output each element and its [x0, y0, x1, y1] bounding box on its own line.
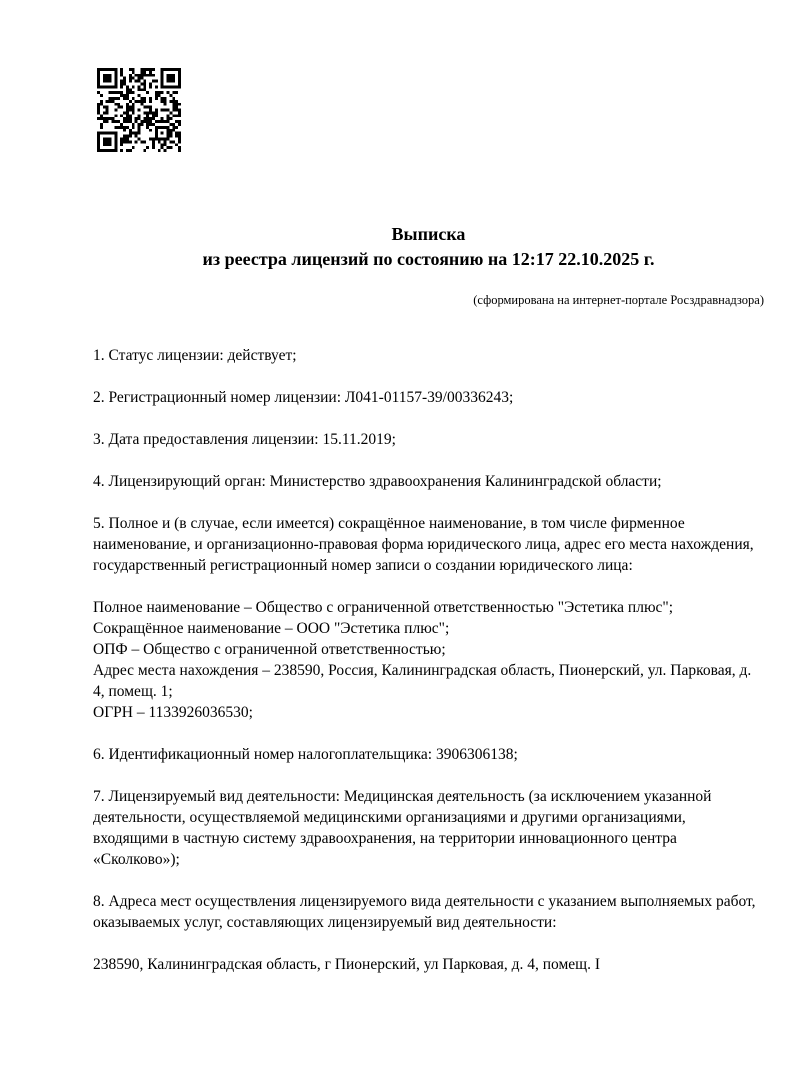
document-body	[93, 345, 764, 975]
field-full-name: Полное наименование – Общество с ограниченной ответственностью "Эстетика плюс";	[93, 599, 674, 616]
field-license-status: 1. Статус лицензии: действует;	[93, 347, 297, 364]
field-licensed-activity: 7. Лицензируемый вид деятельности: Медицинская деятельность (за исключением указанной деятельности, осуществляемой медицинскими организациями и другими организациями, входящими в частную систему здравоохранения, на территории инновационного центра «Сколково»);	[93, 788, 712, 868]
org-name-block	[93, 597, 764, 723]
field-legal-address: Адрес места нахождения – 238590, Россия, Калининградская область, Пионерский, ул. Парковая, д. 4, помещ. 1;	[93, 662, 752, 700]
document-title-line2: из реестра лицензий по состоянию на 12:17 22.10.2025 г.	[202, 249, 655, 269]
field-short-name: Сокращённое наименование – ООО "Эстетика плюс";	[93, 620, 450, 637]
field-org-info-heading: 5. Полное и (в случае, если имеется) сокращённое наименование, в том числе фирменное наименование, и организационно-правовая форма юридического лица, адрес его места нахождения, государственный регистрационный номер записи о создании юридического лица:	[93, 515, 754, 574]
field-ogrn: ОГРН – 1133926036530;	[93, 704, 253, 721]
document-title	[93, 222, 764, 272]
field-legal-form: ОПФ – Общество с ограниченной ответственностью;	[93, 641, 446, 658]
field-license-number: 2. Регистрационный номер лицензии: Л041-01157-39/00336243;	[93, 389, 514, 406]
qr-code-icon	[97, 68, 181, 152]
field-activity-address: 238590, Калининградская область, г Пионерский, ул Парковая, д. 4, помещ. I	[93, 956, 601, 973]
field-activity-addresses-heading: 8. Адреса мест осуществления лицензируемого вида деятельности с указанием выполняемых работ, оказываемых услуг, составляющих лицензируемый вид деятельности:	[93, 893, 756, 931]
document-title-line1: Выписка	[391, 224, 466, 244]
document-subtitle: (сформирована на интернет-портале Росздравнадзора)	[473, 293, 764, 307]
field-licensing-authority: 4. Лицензирующий орган: Министерство здравоохранения Калининградской области;	[93, 473, 662, 490]
field-inn: 6. Идентификационный номер налогоплательщика: 3906306138;	[93, 746, 518, 763]
field-license-grant-date: 3. Дата предоставления лицензии: 15.11.2019;	[93, 431, 396, 448]
